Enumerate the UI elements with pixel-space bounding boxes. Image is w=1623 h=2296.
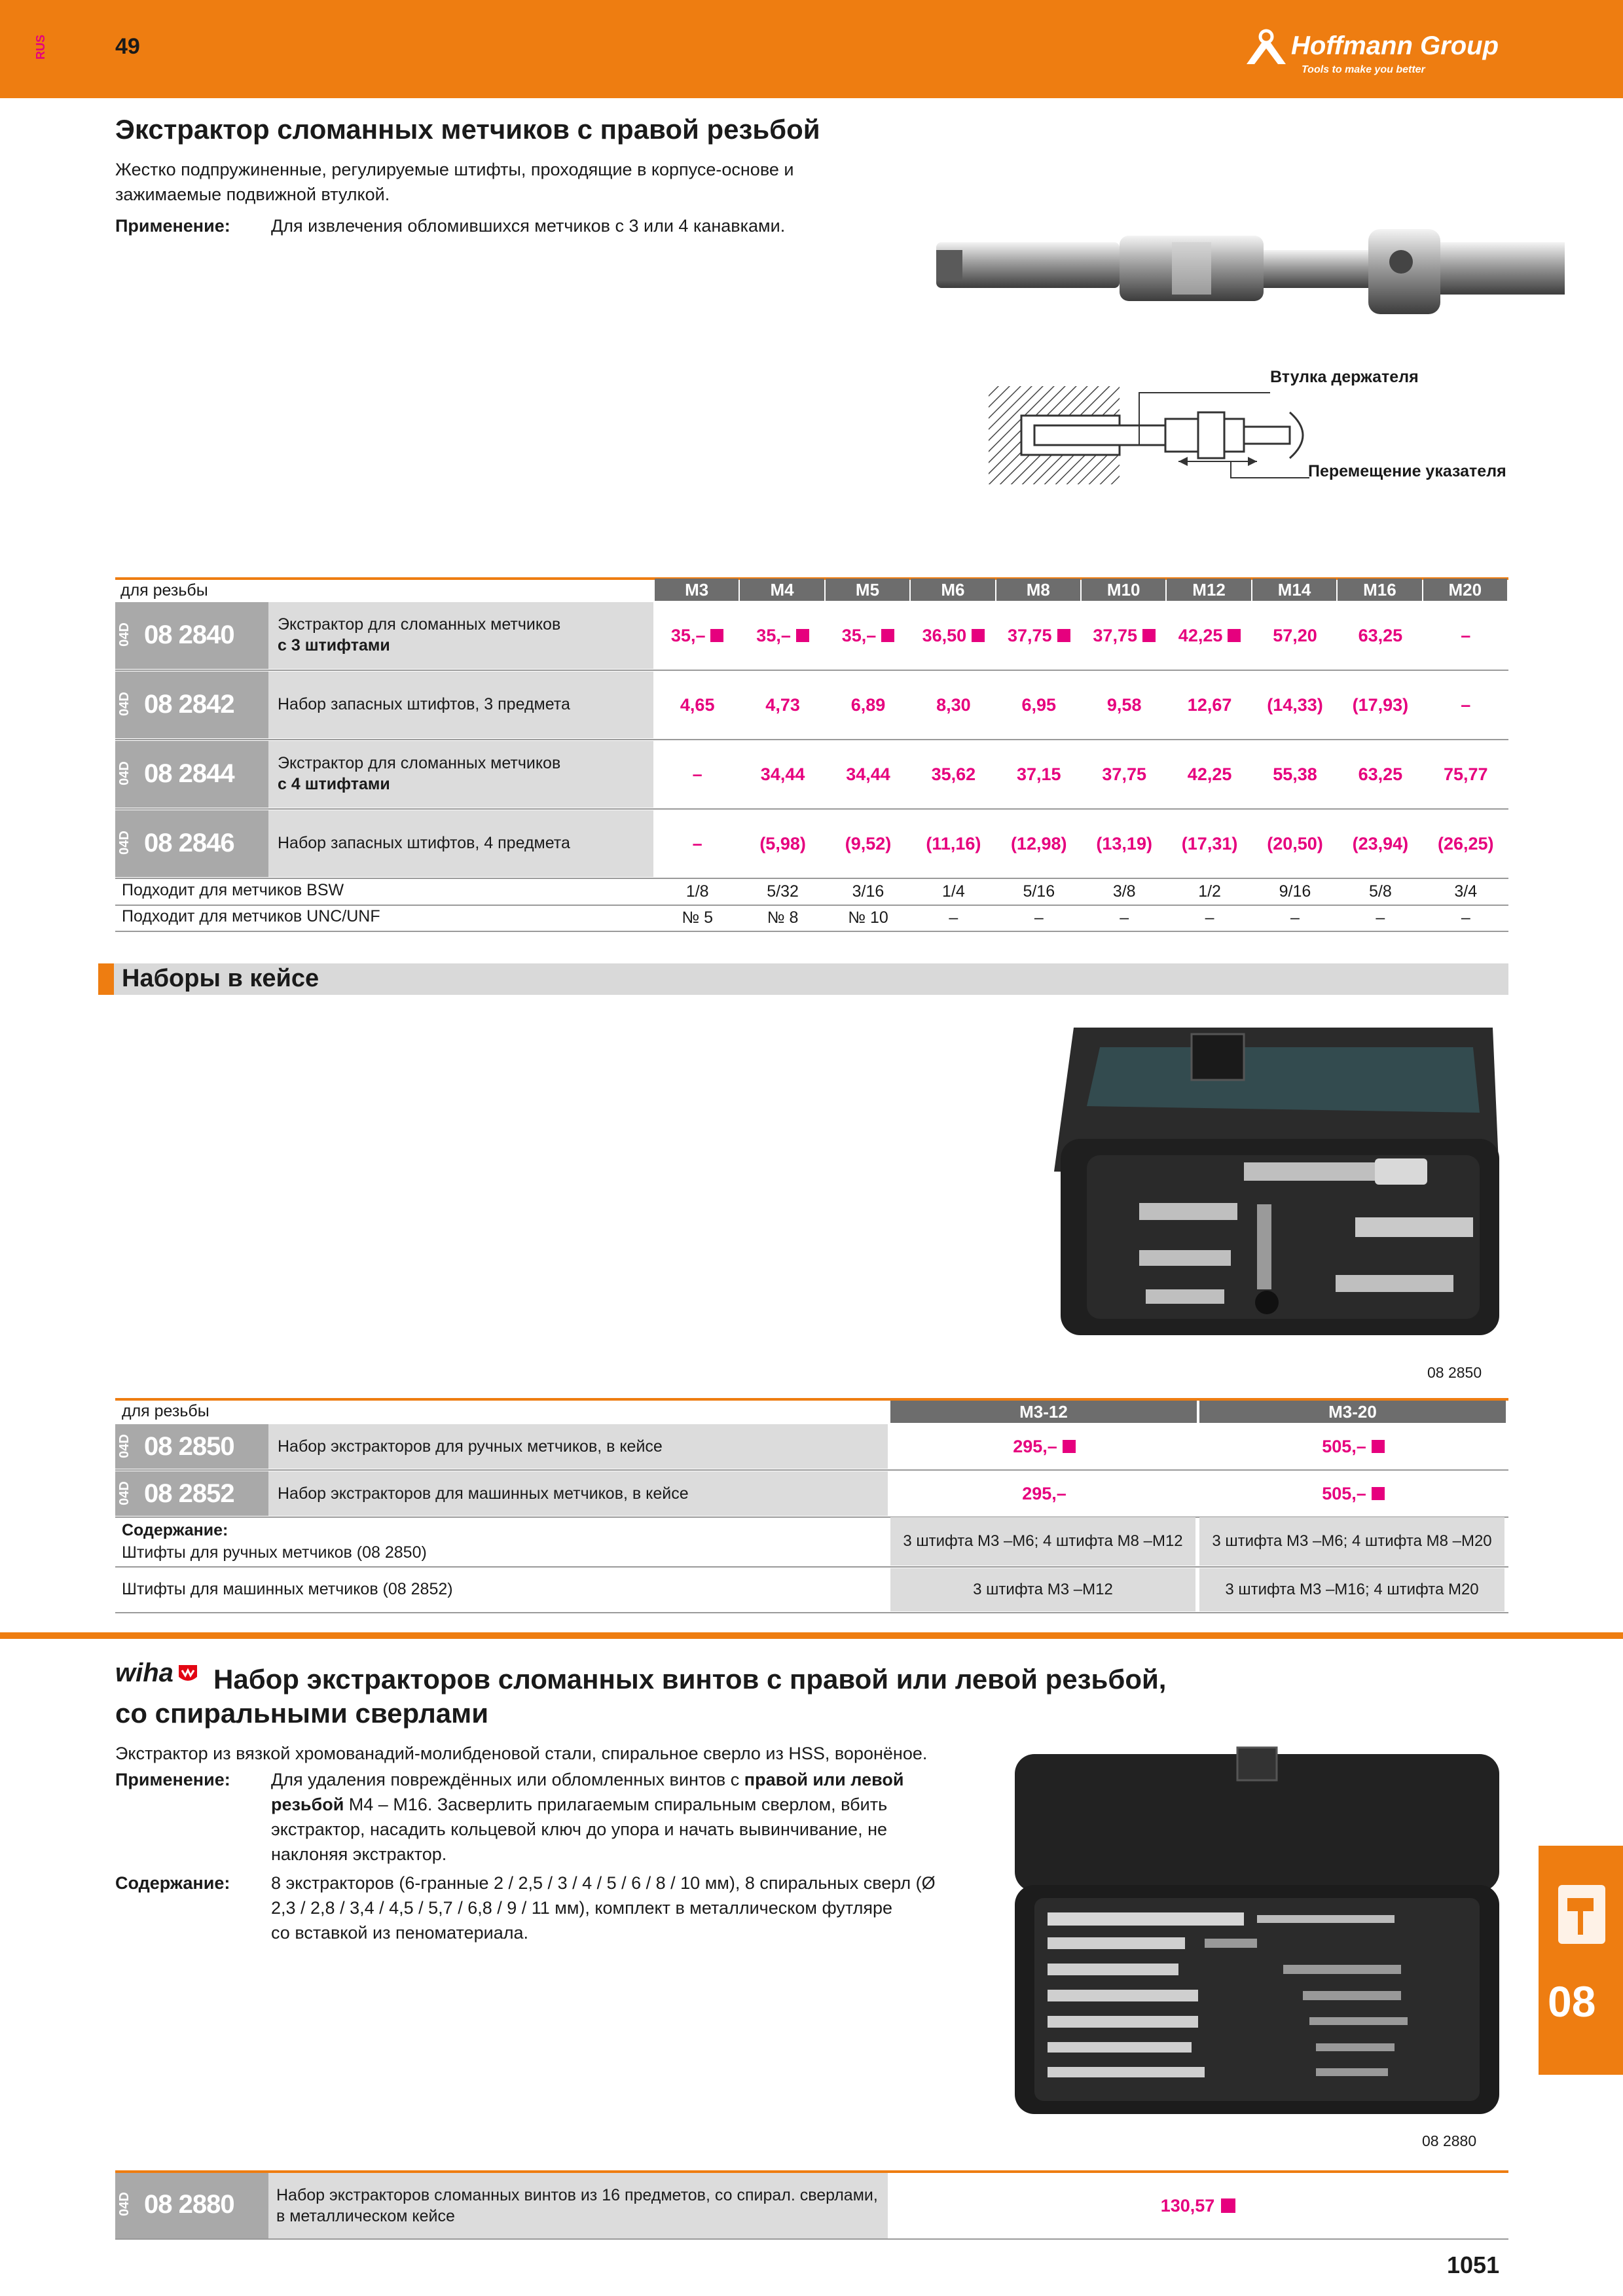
section1-title: Экстрактор сломанных метчиков с правой резьбой xyxy=(115,114,820,145)
price-value: 35,– xyxy=(841,625,877,645)
unc-value: – xyxy=(1461,908,1470,927)
price-value: (13,19) xyxy=(1096,833,1152,853)
price-value: – xyxy=(1461,694,1471,715)
price-marker-icon xyxy=(1057,629,1070,642)
price-value: 63,25 xyxy=(1358,764,1403,784)
bsw-label: Подходит для метчиков BSW xyxy=(122,881,344,899)
contents-label: Содержание: xyxy=(122,1521,228,1539)
price-value: 12,67 xyxy=(1187,694,1232,715)
contents-row1-label: Штифты для ручных метчиков (08 2850) xyxy=(122,1543,427,1562)
extractor-case-image xyxy=(1048,1021,1506,1348)
price-cell xyxy=(740,602,825,669)
price-cell xyxy=(890,1471,1198,1516)
section1-application-label: Применение: xyxy=(115,216,230,236)
product-desc-cell xyxy=(268,602,653,669)
price-value: (26,25) xyxy=(1438,833,1494,853)
product-code: 08 2880 xyxy=(144,2190,234,2219)
price-marker-icon xyxy=(1221,2198,1235,2213)
contents-value: 3 штифта M3 –M6; 4 штифта M8 –M12 xyxy=(890,1517,1195,1566)
diagram-label-pointer-travel: Перемещение указателя xyxy=(1308,462,1506,480)
section1-description: Жестко подпружиненные, регулируемые штифты, проходящие в корпусе-основе и зажимаемые подвижной втулкой. xyxy=(115,160,794,204)
price-cell xyxy=(1252,810,1338,877)
product-prefix: 04D xyxy=(117,622,132,647)
unc-value: – xyxy=(1376,908,1385,927)
bsw-value: 9/16 xyxy=(1279,882,1311,901)
row-divider xyxy=(115,670,1508,671)
section2-title: Наборы в кейсе xyxy=(122,965,319,992)
product-code-cell xyxy=(115,1471,268,1516)
bsw-value: 3/8 xyxy=(1112,882,1136,901)
product-prefix: 04D xyxy=(117,1434,132,1458)
price-value: 55,38 xyxy=(1273,764,1317,784)
size-col-m8: M8 xyxy=(996,579,1080,601)
product-code-cell xyxy=(115,602,268,669)
price-marker-icon xyxy=(796,629,809,642)
row-divider xyxy=(115,1566,1508,1568)
bsw-value: 1/2 xyxy=(1198,882,1221,901)
brand-logo xyxy=(1244,27,1519,86)
table3-desc-cell xyxy=(268,2173,888,2238)
price-value: 42,25 xyxy=(1187,764,1232,784)
bsw-value: 1/8 xyxy=(685,882,709,901)
section3-contents-label: Содержание: xyxy=(115,1873,230,1893)
product-desc-cell xyxy=(268,1424,888,1469)
section2-heading-marker xyxy=(98,963,114,995)
price-cell xyxy=(1423,741,1508,808)
price-value: (14,33) xyxy=(1267,694,1323,715)
price-value: (11,16) xyxy=(926,833,981,853)
brand-tagline: Tools to make you better xyxy=(1302,64,1425,75)
product-code-cell xyxy=(115,741,268,808)
product-code: 08 2840 xyxy=(144,620,234,649)
bsw-value: 3/4 xyxy=(1454,882,1478,901)
size-col-m20: M20 xyxy=(1423,579,1507,601)
price-cell xyxy=(655,810,740,877)
price-marker-icon xyxy=(1228,629,1241,642)
product-prefix: 04D xyxy=(117,761,132,785)
price-cell xyxy=(1252,602,1338,669)
range-col-0: M3-12 xyxy=(890,1401,1197,1423)
price-value: 9,58 xyxy=(1106,694,1142,715)
size-col-m12: M12 xyxy=(1167,579,1250,601)
page-number: 1051 xyxy=(1447,2251,1500,2278)
price-value: 75,77 xyxy=(1444,764,1488,784)
price-marker-icon xyxy=(881,629,894,642)
unc-value: – xyxy=(1205,908,1214,927)
price-cell xyxy=(1082,741,1167,808)
product-price: 130,57 xyxy=(1160,2195,1215,2215)
price-cell xyxy=(1082,602,1167,669)
bsw-value: 3/16 xyxy=(852,882,884,901)
contents-value: 3 штифта M3 –M12 xyxy=(890,1568,1195,1611)
row-divider xyxy=(115,1612,1508,1613)
price-marker-icon xyxy=(1372,1487,1385,1500)
price-cell xyxy=(826,741,911,808)
price-cell xyxy=(996,672,1082,738)
price-value: (9,52) xyxy=(845,833,892,853)
hoffmann-logo-icon xyxy=(1244,27,1288,67)
price-value: (5,98) xyxy=(759,833,806,853)
extractor-diagram xyxy=(982,380,1558,491)
section1-application-text: Для извлечения обломившихся метчиков с 3 или 4 канавками. xyxy=(271,216,786,236)
size-col-m3: M3 xyxy=(655,579,739,601)
table3-price-cell xyxy=(888,2173,1508,2238)
price-cell xyxy=(1082,672,1167,738)
size-col-m14: M14 xyxy=(1252,579,1336,601)
unc-value: № 5 xyxy=(682,908,714,927)
contents-value: 3 штифта M3 –M6; 4 штифта M8 –M20 xyxy=(1199,1517,1504,1566)
price-cell xyxy=(1252,741,1338,808)
price-value: 35,– xyxy=(670,625,706,645)
language-code: RUS xyxy=(34,35,47,60)
section3-title-line1: Набор экстракторов сломанных винтов с правой или левой резьбой, xyxy=(213,1664,1167,1695)
size-col-m4: M4 xyxy=(740,579,824,601)
price-value: – xyxy=(692,764,702,784)
price-marker-icon xyxy=(1142,629,1156,642)
table2-header-label: для резьбы xyxy=(122,1402,210,1420)
product-code-cell xyxy=(115,1424,268,1469)
range-col-1: M3-20 xyxy=(1199,1401,1506,1423)
price-value: – xyxy=(692,833,702,853)
table1-size-header xyxy=(655,579,1508,601)
product-desc: Экстрактор для сломанных метчиков с 4 штифтами xyxy=(278,754,561,793)
unc-value: – xyxy=(1290,908,1300,927)
price-cell xyxy=(740,741,825,808)
wiha-mark-icon xyxy=(176,1664,200,1683)
price-value: 37,75 xyxy=(1093,625,1137,645)
product-desc-cell xyxy=(268,810,653,877)
case-image-ref: 08 2850 xyxy=(1427,1364,1482,1381)
price-value: 37,75 xyxy=(1008,625,1052,645)
price-value: 57,20 xyxy=(1273,625,1317,645)
table3-bottom-rule xyxy=(115,2238,1508,2240)
price-marker-icon xyxy=(1063,1440,1076,1453)
brand-name: Hoffmann Group xyxy=(1291,31,1499,60)
price-cell xyxy=(1338,810,1423,877)
size-col-m6: M6 xyxy=(911,579,994,601)
section3-divider xyxy=(0,1632,1623,1639)
price-cell xyxy=(996,810,1082,877)
price-value: 6,89 xyxy=(850,694,886,715)
price-value: (17,31) xyxy=(1181,833,1238,853)
price-value: 505,– xyxy=(1322,1436,1366,1456)
price-cell xyxy=(911,602,996,669)
price-cell xyxy=(996,602,1082,669)
price-cell xyxy=(826,672,911,738)
product-desc: Набор экстракторов для машинных метчиков, в кейсе xyxy=(278,1484,689,1503)
screw-extractor-set-image xyxy=(1008,1741,1506,2121)
unc-value: – xyxy=(1034,908,1044,927)
chapter-tab xyxy=(1539,1846,1623,2075)
table3-code-cell xyxy=(115,2173,268,2238)
price-cell xyxy=(655,672,740,738)
price-value: 37,75 xyxy=(1102,764,1146,784)
tool-chapter-icon xyxy=(1554,1878,1609,1950)
row-divider xyxy=(115,808,1508,810)
price-cell xyxy=(1082,810,1167,877)
price-cell xyxy=(1167,672,1252,738)
product-prefix: 04D xyxy=(117,2192,132,2216)
price-value: 36,50 xyxy=(922,625,967,645)
product-prefix: 04D xyxy=(117,1481,132,1505)
wiha-logo xyxy=(115,1659,200,1688)
bsw-value: 5/8 xyxy=(1369,882,1392,901)
unc-label: Подходит для метчиков UNC/UNF xyxy=(122,907,380,925)
price-value: 295,– xyxy=(1013,1436,1057,1456)
price-value: 34,44 xyxy=(846,764,890,784)
row-divider xyxy=(115,739,1508,740)
unc-value: № 8 xyxy=(767,908,799,927)
price-cell xyxy=(1423,602,1508,669)
price-value: (20,50) xyxy=(1267,833,1323,853)
bsw-value: 5/16 xyxy=(1023,882,1055,901)
section3-application-label: Применение: xyxy=(115,1770,230,1789)
price-cell xyxy=(1338,741,1423,808)
price-cell xyxy=(655,741,740,808)
price-cell xyxy=(1167,602,1252,669)
price-value: 4,73 xyxy=(765,694,800,715)
price-cell xyxy=(1338,602,1423,669)
price-cell xyxy=(740,810,825,877)
price-cell xyxy=(1338,672,1423,738)
product-code: 08 2852 xyxy=(144,1479,234,1508)
product-prefix: 04D xyxy=(117,831,132,855)
row-divider xyxy=(115,878,1508,879)
row-divider xyxy=(115,1469,1508,1471)
price-value: 8,30 xyxy=(936,694,971,715)
product-code-cell xyxy=(115,810,268,877)
table1-header-label-cell xyxy=(115,579,653,601)
price-value: 6,95 xyxy=(1021,694,1057,715)
price-cell xyxy=(911,741,996,808)
chapter-number: 08 xyxy=(1548,1977,1596,2026)
size-col-m5: M5 xyxy=(826,579,909,601)
product-code: 08 2850 xyxy=(144,1432,234,1461)
price-cell xyxy=(826,810,911,877)
price-cell xyxy=(1167,810,1252,877)
bsw-value: 5/32 xyxy=(767,882,799,901)
section3-intro: Экстрактор из вязкой хромованадий-молибденовой стали, спиральное сверло из HSS, воронёное. xyxy=(115,1744,928,1763)
product-code: 08 2846 xyxy=(144,829,234,857)
product-desc: Экстрактор для сломанных метчиков с 3 штифтами xyxy=(278,615,561,655)
size-col-m10: M10 xyxy=(1082,579,1165,601)
section3-application-text: Для удаления повреждённых или обломленных винтов с правой или левой резьбой M4 – M16. Засверлить прилагаемым спиральным сверлом, вбить экстрактор, насадить кольцевой ключ до упора и начать вывинчивание, не наклоняя экстрактор. xyxy=(271,1770,904,1864)
product-code: 08 2842 xyxy=(144,690,234,719)
product-desc: Набор экстракторов сломанных винтов из 16 предметов, со спирал. сверлами, в металлическом кейсе xyxy=(276,2186,878,2225)
product-prefix: 04D xyxy=(117,692,132,716)
catalog-page-ref: 49 xyxy=(115,34,140,59)
section3-title-line2: со спиральными сверлами xyxy=(115,1698,489,1729)
wiha-brand: wiha xyxy=(115,1659,173,1687)
contents-row2-label: Штифты для машинных метчиков (08 2852) xyxy=(122,1580,453,1598)
price-marker-icon xyxy=(710,629,723,642)
price-cell xyxy=(740,672,825,738)
price-cell xyxy=(1167,741,1252,808)
row-divider xyxy=(115,931,1508,932)
price-marker-icon xyxy=(1372,1440,1385,1453)
price-value: 37,15 xyxy=(1017,764,1061,784)
price-marker-icon xyxy=(972,629,985,642)
price-cell xyxy=(1423,810,1508,877)
price-value: 42,25 xyxy=(1178,625,1223,645)
price-cell xyxy=(890,1424,1198,1469)
price-value: (17,93) xyxy=(1352,694,1409,715)
price-value: (12,98) xyxy=(1011,833,1067,853)
product-desc: Набор экстракторов для ручных метчиков, в кейсе xyxy=(278,1437,663,1456)
price-value: (23,94) xyxy=(1352,833,1409,853)
price-cell xyxy=(1199,1424,1507,1469)
price-value: 35,– xyxy=(756,625,791,645)
price-cell xyxy=(911,810,996,877)
bsw-value: 1/4 xyxy=(942,882,965,901)
contents-value: 3 штифта M3 –M16; 4 штифта M20 xyxy=(1199,1568,1504,1611)
price-cell xyxy=(1423,672,1508,738)
unc-value: № 10 xyxy=(848,908,888,927)
price-cell xyxy=(996,741,1082,808)
unc-value: – xyxy=(949,908,958,927)
price-cell xyxy=(1199,1471,1507,1516)
price-cell xyxy=(1252,672,1338,738)
price-value: 295,– xyxy=(1022,1483,1067,1503)
price-cell xyxy=(826,602,911,669)
set-image-ref: 08 2880 xyxy=(1422,2132,1477,2149)
table1-header-label: для резьбы xyxy=(120,581,208,600)
product-code: 08 2844 xyxy=(144,759,234,788)
price-value: 35,62 xyxy=(931,764,976,784)
price-value: – xyxy=(1461,625,1471,645)
tap-extractor-image xyxy=(923,196,1565,327)
price-cell xyxy=(655,602,740,669)
product-desc: Набор запасных штифтов, 3 предмета xyxy=(278,695,570,713)
size-col-m16: M16 xyxy=(1338,579,1421,601)
product-desc-cell xyxy=(268,672,653,738)
product-code-cell xyxy=(115,672,268,738)
price-value: 505,– xyxy=(1322,1483,1366,1503)
product-desc-cell xyxy=(268,1471,888,1516)
price-value: 4,65 xyxy=(680,694,715,715)
price-value: 63,25 xyxy=(1358,625,1403,645)
product-desc-cell xyxy=(268,741,653,808)
price-cell xyxy=(911,672,996,738)
product-desc: Набор запасных штифтов, 4 предмета xyxy=(278,834,570,852)
diagram-label-holder-sleeve: Втулка держателя xyxy=(1270,368,1419,386)
unc-value: – xyxy=(1120,908,1129,927)
section3-contents-text: 8 экстракторов (6-гранные 2 / 2,5 / 3 / 4 / 5 / 6 / 8 / 10 мм), 8 спиральных сверл (Ø 2,3 / 2,8 / 3,4 / 4,5 / 5,7 / 6,8 / 9 / 11 мм), комплект в металлическом футляре со вставкой из пеноматериала. xyxy=(271,1873,936,1943)
price-value: 34,44 xyxy=(760,764,805,784)
